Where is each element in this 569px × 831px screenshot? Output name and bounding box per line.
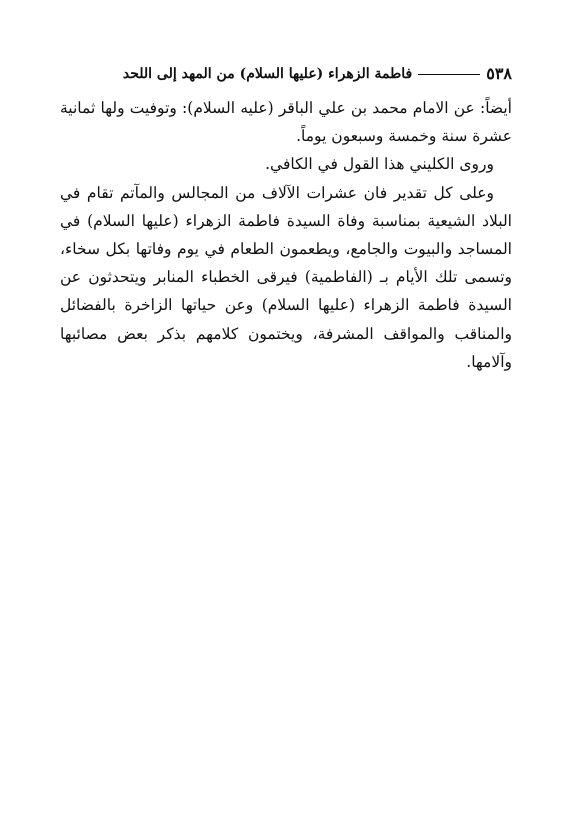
paragraph-1: أيضاً: عن الامام محمد بن علي الباقر (عليه السلام): وتوفيت ولها ثمانية عشرة سنة وخمسة وسبعون يوماً. [60, 99, 512, 146]
book-page [60, 62, 512, 376]
page-number: ٥٣٨ [486, 64, 512, 83]
header-rule [418, 74, 480, 75]
body-text [60, 94, 512, 376]
book-title: فاطمة الزهراء (عليها السلام) من المهد إلى اللحد [122, 66, 413, 82]
running-head [60, 62, 512, 86]
paragraph-2: وروى الكليني هذا القول في الكافي. [265, 155, 494, 174]
paragraph-3: وعلى كل تقدير فان عشرات الآلاف من المجالس والمآتم تقام في البلاد الشيعية بمناسبة وفاة السيدة فاطمة الزهراء (عليها السلام) في المساجد والبيوت والجامع، ويطعمون الطعام في يوم وفاتها بكل سخاء، وتسمى تلك الأيام بـ (الفاطمية) فيرقى الخطباء المنابر ويتحدثون عن السيدة فاطمة الزهراء (عليها السلام) وعن حياتها الزاخرة بالفضائل والمناقب والمواقف المشرفة، ويختمون كلامهم بذكر بعض مصائبها وآلامها. [60, 183, 512, 371]
